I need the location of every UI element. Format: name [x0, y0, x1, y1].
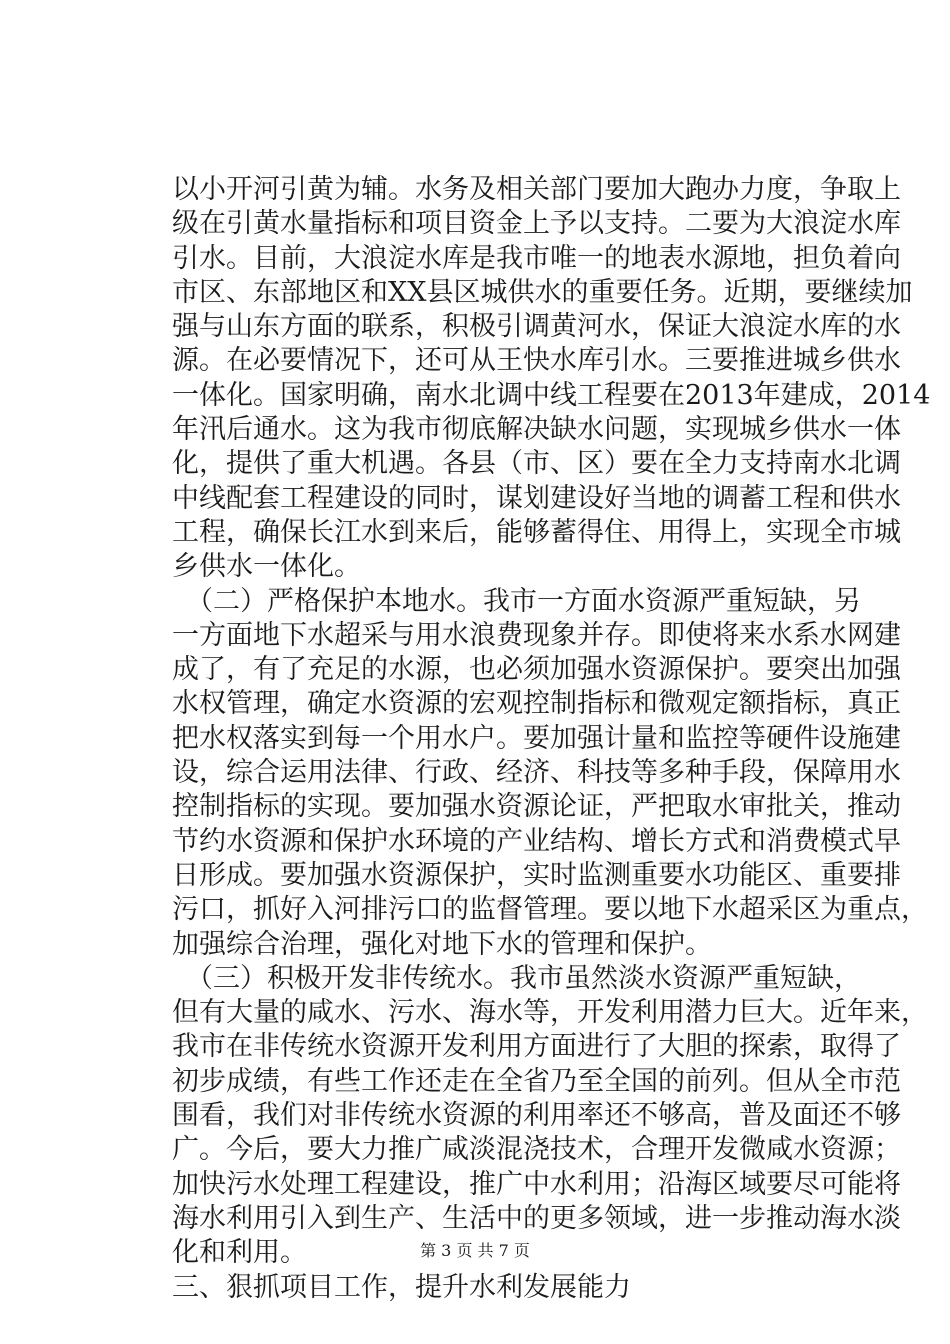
text-line: 围看，我们对非传统水资源的利用率还不够高，普及面还不够 [172, 1100, 901, 1132]
text-line: 我市在非传统水资源开发利用方面进行了大胆的探索，取得了 [172, 1031, 901, 1063]
text-line: 水权管理，确定水资源的宏观控制指标和微观定额指标，真正 [172, 688, 901, 720]
text-line: 日形成。要加强水资源保护，实时监测重要水功能区、重要排 [172, 859, 901, 891]
text-line: 市区、东部地区和XX县区城供水的重要任务。近期，要继续加 [172, 276, 913, 308]
text-line: 设，综合运用法律、行政、经济、科技等多种手段，保障用水 [172, 757, 901, 789]
text-line: 节约水资源和保护水环境的产业结构、增长方式和消费模式早 [172, 825, 901, 857]
section-heading-line: （二）严格保护本地水。我市一方面水资源严重短缺，另 [186, 585, 861, 617]
text-line: 初步成绩，有些工作还走在全省乃至全国的前列。但从全市范 [172, 1065, 901, 1097]
text-line: 海水利用引入到生产、生活中的更多领域，进一步推动海水淡 [172, 1202, 901, 1234]
text-line: 一体化。国家明确，南水北调中线工程要在2013年建成，2014 [172, 379, 931, 411]
text-line: 乡供水一体化。 [172, 551, 361, 583]
text-line: 源。在必要情况下，还可从王快水库引水。三要推进城乡供水 [172, 345, 901, 377]
section-heading: 三、狠抓项目工作，提升水利发展能力 [172, 1271, 631, 1303]
text-line: 污口，抓好入河排污口的监督管理。要以地下水超采区为重点， [172, 894, 928, 926]
text-line: 一方面地下水超采与用水浪费现象并存。即使将来水系水网建 [172, 619, 901, 651]
text-line: 年汛后通水。这为我市彻底解决缺水问题，实现城乡供水一体 [172, 414, 901, 446]
text-line: 引水。目前，大浪淀水库是我市唯一的地表水源地，担负着向 [172, 242, 901, 274]
text-line: 强与山东方面的联系，积极引调黄河水，保证大浪淀水库的水 [172, 311, 901, 343]
text-line: 级在引黄水量指标和项目资金上予以支持。二要为大浪淀水库 [172, 208, 901, 240]
text-line: 成了，有了充足的水源，也必须加强水资源保护。要突出加强 [172, 654, 901, 686]
text-line: 把水权落实到每一个用水户。要加强计量和监控等硬件设施建 [172, 722, 901, 754]
text-line: 但有大量的咸水、污水、海水等，开发利用潜力巨大。近年来， [172, 997, 928, 1029]
text-line: 中线配套工程建设的同时，谋划建设好当地的调蓄工程和供水 [172, 482, 901, 514]
text-line: 广。今后，要大力推广咸淡混浇技术，合理开发微咸水资源； [172, 1134, 901, 1166]
text-line: 化和利用。 [172, 1237, 307, 1269]
page-footer: 第 3 页 共 7 页 [420, 1241, 530, 1260]
body-text [172, 173, 931, 1305]
text-line: 工程，确保长江水到来后，能够蓄得住、用得上，实现全市城 [172, 516, 901, 548]
text-line: 以小开河引黄为辅。水务及相关部门要加大跑办力度，争取上 [172, 174, 901, 205]
section-heading-line: （三）积极开发非传统水。我市虽然淡水资源严重短缺， [186, 962, 861, 994]
text-line: 加快污水处理工程建设，推广中水利用；沿海区域要尽可能将 [172, 1168, 901, 1200]
text-line: 控制指标的实现。要加强水资源论证，严把取水审批关，推动 [172, 791, 901, 823]
text-line: 化，提供了重大机遇。各县（市、区）要在全力支持南水北调 [172, 448, 901, 480]
text-line: 加强综合治理，强化对地下水的管理和保护。 [172, 928, 712, 960]
